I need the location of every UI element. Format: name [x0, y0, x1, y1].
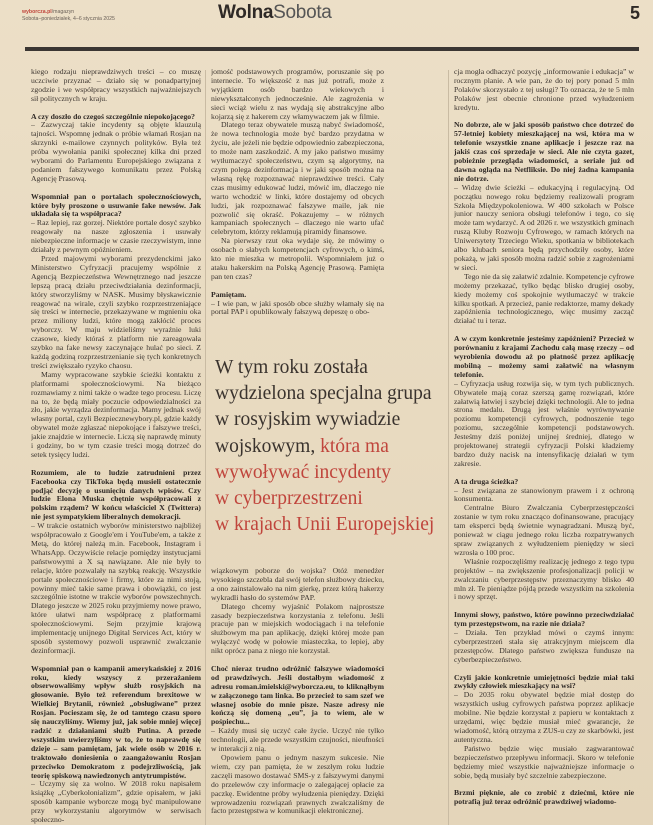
column-divider — [205, 70, 206, 825]
pull-quote-text: w rosyjskim wywiadzie — [215, 409, 401, 431]
pull-quote-line — [215, 434, 434, 460]
interview-question: Wspomniał pan o portalach społecznościowych, które były proszone o usuwanie fake newsów. Jak układała się ta współpraca? — [31, 191, 201, 219]
interview-answer: kiego rodzaju nieprawdziwych treści – co muszę uczciwie przyznać – działo się w ponadpartyjnej zgodzie i we współpracy wszystkich najważniejszych sił politycznych w kraju. — [31, 68, 201, 103]
pull-quote-text: wydzielona specjalna grupa — [215, 383, 432, 405]
interview-answer: – Widzę dwie ścieżki – edukacyjną i regulacyjną. Od początku nowego roku będziemy realizowali program Szkoła Międzypokoleniowa. W 400 szkołach w Polsce junior nauczy seniora obsługi telefonów i tego, co się może tam wydarzyć. A od 2026 r. we wszystkich gminach ruszą Kluby Rozwoju Cyfrowego, w ramach których na Uniwersytety Trzeciego Wieku, spotkania w bibliotekach albo klubach seniora będą przychodziły osoby, które pokażą, w jaki sposób można radzić sobie z zagrożeniami w sieci. — [454, 182, 634, 272]
interview-answer: Opowiem panu o jednym naszym sukcesie. Nie wiem, czy pan pamięta, że w zeszłym roku ludzie zaczęli masowo dostawać SMS-y z fałszywymi danymi do przelewów czy informacje o zalegającej opłacie za paczkę. Ewidentne próby wyłudzenia pieniędzy. Dzięki wprowadzeniu rozwiązań prawnych zwalczaliśmy de facto przestępstwa w komunikacji elektronicznej. — [211, 753, 384, 816]
pull-quote-line — [215, 512, 434, 538]
interview-question: Innymi słowy, państwo, które powinno przeciwdziałać tym przestępstwom, na razie nie działa? — [454, 610, 634, 629]
pull-quote-line — [215, 381, 434, 407]
interview-answer: cja mogła odhaczyć pozycję „informowanie i edukacja” w rocznym planie. A wie pan, że do tej pory ponad 5 mln Polaków skorzystało z tej usługi? To oznacza, że te 5 mln Polaków jest obecnie chronione przed wyłudzeniem kredytu. — [454, 68, 634, 112]
section-label: /magazyn — [51, 9, 75, 15]
interview-answer: Dlatego chcemy wyjaśnić Polakom najprostsze zasady bezpieczeństwa korzystania z telefonu. Jeśli pracuje pan w miejskich wodociągach i na telefonie służbowym ma pan aplikację, dzięki której może pan wyłączyć wodę w połowie miasteczka, to lepiej, aby nikt oprócz pana z niego nie korzystał. — [211, 601, 384, 656]
masthead-light: Sobota — [273, 2, 332, 23]
interview-question: Rozumiem, ale to ludzie zatrudnieni przez Facebooka czy TikToka będą musieli ostatecznie podjąć decyzję o usunięciu danych wpisów. Czy ludzie Elona Muska chętnie współpracowali z polskim rządem? W końcu właściciel X (Twittera) nie jest sympatykiem liberalnych demokracji. — [31, 467, 201, 522]
brand-link[interactable]: wyborcza.pl — [22, 9, 52, 15]
interview-answer: – I wie pan, w jaki sposób obce służby włamały się na portal PAP i opublikowały fałszywą depeszę o obo- — [211, 298, 384, 317]
interview-answer: Państwo będzie więc musiało zagwarantować bezpieczeństwo przepływu informacji. Skoro w telefonie będziemy mieć wszystkie najważniejsze informacje o sobie, będą musiały być szczelnie zabezpieczone. — [454, 743, 634, 780]
interview-answer: Dlatego teraz obywatele muszą nabyć świadomość, że nowa technologia może być bardzo przydatna w życiu, ale jeżeli nie będzie odpowiednio zabezpieczona, to może nam zaszkodzić. A my jako państwo musimy wytłumaczyć społeczeństwu, czym są algorytmy, na czym polega dezinformacja i w jaki sposób można na własną rękę rozpoznawać nieprawdziwe treści. Cały czas musimy edukować ludzi, mówić im, dlaczego nie warto wchodzić w linki, które dostajemy od obcych ludzi, jak rozpoznawać fałszywe maile, jak nie pozwolić się okraść. Pokazujemy – w różnych kampaniach społecznych – dlaczego nie warto ufać celebrytom, którzy reklamują piramidy finansowe. — [211, 120, 384, 237]
interview-answer: wiązkowym poborze do wojska? Otóż menedżer wysokiego szczebla dał swój telefon służbowy dziecku, a ono zainstalowało na nim gierkę, przez którą hakerzy wykradli hasło do systemów PAP. — [211, 567, 384, 602]
interview-question: Brzmi pięknie, ale co zrobić z dziećmi, które nie potrafią już teraz odróżnić prawdziwej wiadomo- — [454, 788, 634, 807]
article-column-2-bottom — [211, 567, 384, 825]
pull-quote-line — [215, 460, 434, 486]
interview-answer: Na pierwszy rzut oka wydaje się, że mówimy o osobach o słabych kompetencjach cyfrowych, o kimś, kto nie mieszka w metropolii. Wspomniałem już o ataku hakerskim na Polską Agencję Prasową. Pamięta pan ten czas? — [211, 236, 384, 281]
interview-question: Pamiętam. — [211, 289, 247, 299]
interview-answer: – Do 2035 roku obywatel będzie miał dostęp do wszystkich usług cyfrowych państwa poprzez aplikacje mobilne. Nie będzie korzystał z papieru w kontaktach z urzędami, więc będzie musiał mieć gwarancje, że wiadomość, którą otrzyma z ZUS-u czy ze skarbówki, jest autentyczna. — [454, 690, 634, 744]
pull-quote-highlight: w cyberprzestrzeni — [215, 488, 363, 510]
pull-quote-text: wojskowym, — [215, 435, 321, 457]
pull-quote — [215, 355, 434, 538]
interview-answer: Właśnie rozpoczęliśmy realizację jednego z tego typu projektów – na zwiększenie profesjonalizacji policji w zwalczaniu cyberprzestępstw przeznaczymy blisko 40 mln zł. Te pieniądze pójdą przede wszystkim na szkolenia i nowy sprzęt. — [454, 556, 634, 602]
interview-answer: – Uczymy się za wolno. W 2018 roku napisałem książkę „Cyberkolonializm”, gdzie opisałem, w jaki sposób kampanie wyborcze mogą być manipulowane przy wykorzystaniu algorytmów w serwisach społeczno- — [31, 779, 201, 825]
masthead-bold: Wolna — [218, 2, 274, 23]
article-column-3 — [454, 68, 634, 825]
pull-quote-highlight: która ma — [320, 435, 389, 457]
interview-answer: Centralne Biuro Zwalczania Cyberprzestępczości zostanie w tym roku znacząco dofinansowane, pracujący tam eksperci będą świetnie wynagradzani. Muszą być, ponieważ w ciągu jednego roku liczba rozpatrywanych spraw związanych z wyłudzeniem pieniędzy w sieci wzrosła o 100 proc. — [454, 503, 634, 557]
interview-question: Wspomniał pan o kampanii amerykańskiej z 2016 roku, kiedy wszyscy z przerażaniem obserwowaliśmy wpływ służb rosyjskich na głosowanie. Było też referendum brexitowe w Wielkiej Brytanii, również „obsługiwane” przez Rosjan. Pocieszam się, że od tamtego czasu sporo się nauczyliśmy. Wiemy już, jak sobie mniej więcej radzić z działaniami służb Putina. A przede wszystkim uwierzyliśmy w to, że to naprawdę się dzieje – sam pamiętam, jak wiele osób w 2016 r. traktowało doniesienia o zaangażowaniu Rosjan przeciwko Demokratom z podejrzliwością, jak teorię spiskową nawiedzonych antytrumpistów. — [31, 663, 201, 780]
interview-question: A w czym konkretnie jesteśmy zapóźnieni? Przecież w porównaniu z krajami Zachodu całą masę rzeczy – od wyrobienia dowodu aż po płatność przez aplikację mobilną – możemy sami załatwić na własnym telefonie. — [454, 334, 634, 379]
interview-question: Czyli jakie konkretnie umiejętności będzie miał taki zwykły człowiek mieszkający na wsi? — [454, 672, 634, 691]
interview-answer: – Działa. Ten przykład mówi o czymś innym: cyberprzestrzeń stała się atrakcyjnym miejscem dla przestępców. Dlatego państwo zwiększa fundusze na cyberbezpieczeństwo. — [454, 628, 634, 664]
interview-answer: – W trakcie ostatnich wyborów ministerstwo najbliżej współpracowało z Google'em i YouTube'em, a także z Metą, do której należą m.in. Facebook, Instagram i WhatsApp. Oczywiście relacje pomiędzy instytucjami państwowymi a X są nawiązane. Ale nie były to relacje, które pozwalały na szybką reakcję. Wszystkie portale społecznościowe i firmy, które za nimi stoją, powinny mieć takie same prawa i obowiązki, co jest szczególnie istotne w trakcie wyborów powszechnych. Dlatego jeszcze w 2025 roku przyjmiemy nowe prawo, które ułatwi nam współpracę z platformami społecznościowymi. Sejm przyjmie krajową implementację unijnego Digital Services Act, który w sposób systemowy pozwoli usprawnić zwalczanie dezinformacji. — [31, 521, 201, 655]
interview-answer: Przed majowymi wyborami prezydenckimi jako Ministerstwo Cyfryzacji pracujemy wspólnie z Agencją Bezpieczeństwa Wewnętrznego nad jeszcze lepszą pracą działu przeciwdziałania dezinformacji, który stworzyliśmy w NASK. Musimy błyskawicznie reagować na wirale, czyli szybko rozprzestrzeniające się treści w internecie, przekazywane w mgnieniu oka przez miliony ludzi, które mogą zakłócić proces wyborczy. W maju widzieliśmy wyraźnie luki czasowe, kiedy któraś z platform nie zareagowała szybko na fake newsy zaczynające hulać po sieci. Z każdą godziną rozprzestrzenianie się tych konkretnych treści zwiększało ryzyko chaosu. — [31, 254, 201, 370]
pull-quote-highlight: wywoływać incydenty — [215, 461, 391, 483]
interview-answer: – Raz lepiej, raz gorzej. Niektóre portale dosyć szybko reagowały na nasze zgłoszenia i usuwały niebezpieczne informacje w czasie rzeczywistym, inne działały z pewnym opóźnieniem. — [31, 218, 201, 255]
pull-quote-text: W tym roku została — [215, 357, 368, 378]
interview-answer: – Zazwyczaj takie incydenty są objęte klauzulą tajności. Wspomnę jednak o próbie włamań Rosjan na skrzynki e-mailowe czynnych polityków. Była też próba wywołania paniki społecznej kilka dni przed wyborami do Parlamentu Europejskiego związana z podaniem fałszywego komunikatu przez Polską Agencję Prasową. — [31, 120, 201, 183]
pull-quote-line — [215, 355, 434, 381]
interview-answer: Mamy wypracowane szybkie ścieżki kontaktu z platformami społecznościowymi. Na bieżąco rozmawiamy z nimi także o wadze tego procesu. Liczę na to, że będą miały poczucie odpowiedzialności za zło, jakie wyrządza dezinformacja. Mamy jednak swój własny portal, czyli Bezpiecznewybory.pl, gdzie każdy obywatel może zgłaszać niepokojące i fałszywe treści, jakie znajdzie w internecie. Liczą się naprawdę minuty i godziny, bo w tym czasie treści mogą dotrzeć do setek tysięcy ludzi. — [31, 369, 201, 459]
article-column-2-top — [211, 68, 384, 338]
column-divider — [448, 70, 449, 825]
interview-answer: jomość podstawowych programów, poruszanie się po internecie. To większość z nas już potrafi, może z wyjątkiem osób bardzo wiekowych i niewykształconych jednocześnie. Ale zagrożenia w sieci wciąż wielu z nas wydają się abstrakcyjne albo kojarzą się z hakerem czy włamywaczem jak w filmie. — [211, 68, 384, 121]
interview-question: No dobrze, ale w jaki sposób państwo chce dotrzeć do 57-letniej kobiety mieszkającej na wsi, która ma w telefonie wszystkie znane aplikacje i jeszcze raz na jakiś czas coś sprzedaje w sieci. Ale nie czyta gazet, pobieżnie przegląda wiadomości, a seriale już od dawna ogląda na Netfliksie. Do niej żadna kampania nie dotrze. — [454, 120, 634, 183]
interview-question: A czy doszło do czegoś szczególnie niepokojącego? — [31, 111, 195, 121]
issue-date: Sobota–poniedziałek, 4–6 stycznia 2025 — [22, 16, 115, 22]
header-rule — [25, 47, 639, 51]
page-number: 5 — [630, 3, 641, 23]
pull-quote-highlight: w krajach Unii Europejskiej — [215, 514, 435, 536]
interview-answer: – Cyfryzacja usług rozwija się, w tym tych publicznych. Obywatele mają coraz szerszą gamę rozwiązań, które załatwią łatwiej i szybciej dzięki technologii. Ale to jedna strona medalu. Drugą jest właśnie wyrównywanie poziomu kompetencji cyfrowych, podnoszenie tego poziomu, szczególnie kompetencji podstawowych. Jesteśmy dziś poniżej unijnej średniej, dlatego w projektowanej strategii cyfryzacji Polski kładziemy bardzo duży nacisk na intensyfikację działań w tym zakresie. — [454, 378, 634, 468]
interview-answer: – Każdy musi się uczyć całe życie. Uczyć nie tylko technologii, ale przede wszystkim czujności, nieufności w interakcji z nią. — [211, 726, 384, 754]
interview-answer: – Jest związana ze stanowionym prawem i z ochroną konsumenta. — [454, 485, 634, 504]
interview-question: A ta druga ścieżka? — [454, 476, 519, 486]
article-column-1 — [31, 68, 201, 825]
header-info — [22, 9, 115, 23]
interview-answer: Tego nie da się załatwić zdalnie. Kompetencje cyfrowe możemy przekazać, tylko będąc blisko drugiej osoby, kiedy możemy coś spokojnie wytłumaczyć w trakcie kilku spotkań. A przecież, panie redaktorze, mamy dekady zapóźnienia technologicznego, więc musimy zacząć działać tu i teraz. — [454, 271, 634, 326]
pull-quote-line — [215, 486, 434, 512]
interview-question: Choć nieraz trudno odróżnić fałszywe wiadomości od prawdziwych. Jeśli dostałbym wiadomość z adresu roman.imielski@wyborcza.eu, to kliknąłbym w załączonego tam linka. Bo przecież to sam szef we własnej osobie do mnie pisze. Nasze adresy nie kończą się domeną „eu”, ja to wiem, ale w pośpiechu... — [211, 663, 384, 727]
pull-quote-line — [215, 407, 434, 433]
masthead — [218, 2, 332, 24]
